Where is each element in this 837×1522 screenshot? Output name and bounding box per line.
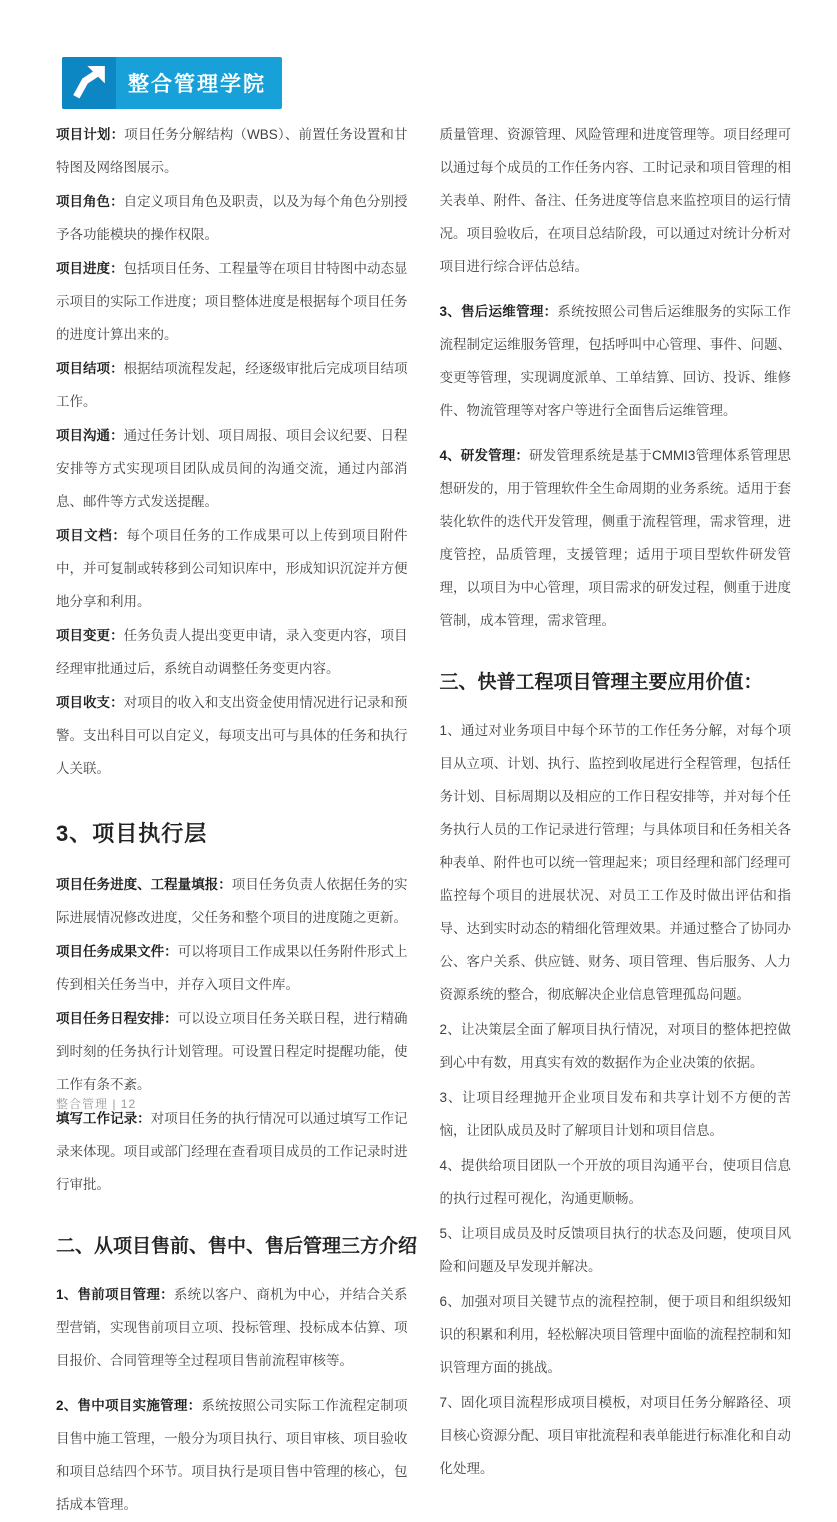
paragraph-text: 系统按照公司实际工作流程定制项目售中施工管理，一般分为项目执行、项目审核、项目验收和项目总结四个环节。项目执行是项目售中管理的核心，包括成本管理。 (56, 1398, 408, 1512)
paragraph-lead: 项目计划： (56, 127, 125, 142)
exec-paragraph (56, 935, 408, 1001)
left-column (56, 118, 418, 1522)
paragraph-text: 任务负责人提出变更申请，录入变更内容，项目经理审批通过后，系统自动调整任务变更内容。 (56, 628, 408, 676)
document-body (0, 118, 837, 1522)
paragraph-lead: 项目文档： (56, 528, 127, 543)
feature-paragraph (56, 686, 408, 785)
paragraph-text: 每个项目任务的工作成果可以上传到项目附件中，并可复制或转移到公司知识库中，形成知识沉淀并方便地分享和利用。 (56, 528, 408, 609)
feature-paragraph (56, 252, 408, 351)
value-item: 7、固化项目流程形成项目模板，对项目任务分解路径、项目核心资源分配、项目审批流程和表单能进行标准化和自动化处理。 (439, 1395, 791, 1476)
paragraph-lead: 项目变更： (56, 628, 124, 643)
paragraph-text: 研发管理系统是基于CMMI3管理体系管理思想研发的，用于管理软件全生命周期的业务系统。适用于套装化软件的迭代开发管理，侧重于流程管理，需求管理，进度管控，品质管理，支援管理；适用于项目型软件研发管理，以项目为中心管理，项目需求的研发过程，侧重于进度管制，成本管理，需求管理。 (439, 448, 792, 628)
value-item: 2、让决策层全面了解项目执行情况，对项目的整体把控做到心中有数，用真实有效的数据作为企业决策的依据。 (439, 1022, 791, 1070)
paragraph-lead: 3、售后运维管理： (439, 304, 558, 319)
paragraph-text: 根据结项流程发起，经逐级审批后完成项目结项工作。 (56, 361, 408, 409)
continuation-paragraph: 质量管理、资源管理、风险管理和进度管理等。项目经理可以通过每个成员的工作任务内容、工时记录和项目管理的相关表单、附件、备注、任务进度等信息来监控项目的运行情况。项目验收后，在项目总结阶段，可以通过对统计分析对项目进行综合评估总结。 (439, 127, 791, 274)
section-heading-three-party: 二、从项目售前、售中、售后管理三方介绍 (56, 1236, 418, 1257)
feature-paragraph (56, 419, 408, 518)
value-item: 4、提供给项目团队一个开放的项目沟通平台，使项目信息的执行过程可视化，沟通更顺畅。 (439, 1158, 791, 1206)
feature-paragraph (56, 352, 408, 418)
paragraph-text: 系统按照公司售后运维服务的实际工作流程制定运维服务管理，包括呼叫中心管理、事件、问题、变更等管理，实现调度派单、工单结算、回访、投诉、维修件、物流管理等对客户等进行全面售后运维管理。 (439, 304, 791, 418)
paragraph-text: 项目任务分解结构（WBS）、前置任务设置和甘特图及网络图展示。 (56, 127, 408, 175)
paragraph-lead: 1、售前项目管理： (56, 1287, 174, 1302)
paragraph-lead: 填写工作记录： (56, 1111, 151, 1126)
page-footer: 整合管理 | 12 (56, 1097, 137, 1111)
paragraph-text: 对项目任务的执行情况可以通过填写工作记录来体现。项目或部门经理在查看项目成员的工作记录时进行审批。 (56, 1111, 408, 1192)
section-heading-application-value: 三、快普工程项目管理主要应用价值： (439, 672, 763, 693)
paragraph-text: 项目任务负责人依据任务的实际进展情况修改进度，父任务和整个项目的进度随之更新。 (56, 877, 408, 925)
paragraph-text: 对项目的收入和支出资金使用情况进行记录和预警。支出科目可以自定义，每项支出可与具体的任务和执行人关联。 (56, 695, 408, 776)
paragraph-lead: 2、售中项目实施管理： (56, 1398, 202, 1413)
paragraph-lead: 项目收支： (56, 695, 124, 710)
arrow-up-right-icon (70, 62, 108, 105)
value-item: 3、让项目经理抛开企业项目发布和共享计划不方便的苦恼，让团队成员及时了解项目计划和项目信息。 (439, 1090, 791, 1138)
section-heading-execution-layer: 3、项目执行层 (56, 821, 208, 846)
exec-paragraph (56, 1102, 408, 1201)
paragraph-text: 自定义项目角色及职责，以及为每个角色分别授予各功能模块的操作权限。 (56, 194, 408, 242)
paragraph-lead: 项目任务进度、工程量填报： (56, 877, 232, 892)
exec-paragraph (56, 1002, 408, 1101)
value-list (440, 714, 792, 1485)
paragraph-lead: 项目任务日程安排： (56, 1011, 178, 1026)
feature-paragraph (56, 519, 408, 618)
brand-title: 整合管理学院 (128, 73, 266, 96)
paragraph-lead: 项目进度： (56, 261, 124, 276)
feature-paragraph (56, 118, 408, 184)
value-item: 6、加强对项目关键节点的流程控制，便于项目和组织级知识的积累和利用，轻松解决项目管理中面临的流程控制和知识管理方面的挑战。 (439, 1294, 791, 1375)
paragraph-lead: 项目任务成果文件： (56, 944, 178, 959)
exec-paragraph (56, 868, 408, 934)
paragraph-lead: 4、研发管理： (439, 448, 530, 463)
paragraph-lead: 项目沟通： (56, 428, 124, 443)
value-item: 1、通过对业务项目中每个环节的工作任务分解，对每个项目从立项、计划、执行、监控到收尾进行全程管理，包括任务计划、目标周期以及相应的工作日程安排等，并对每个任务执行人员的工作记录进行管理；与具体项目和任务相关各种表单、附件也可以统一管理起来；项目经理和部门经理可监控每个项目的进展状况、对员工工作及时做出评估和指导、达到实时动态的精细化管理效果。并通过整合了协同办公、客户关系、供应链、财务、项目管理、售后服务、人力资源系统的整合，彻底解决企业信息管理孤岛问题。 (439, 723, 791, 1002)
paragraph-text: 可以设立项目任务关联日程，进行精确到时刻的任务执行计划管理。可设置日程定时提醒功能，使工作有条不紊。 (56, 1011, 408, 1092)
sales-paragraph (56, 1278, 408, 1377)
brand-logo (62, 57, 116, 109)
paragraph-text: 系统以客户、商机为中心，并结合关系型营销，实现售前项目立项、投标管理、投标成本估算、项目报价、合同管理等全过程项目售前流程审核等。 (56, 1287, 408, 1368)
right-column (440, 118, 792, 1522)
value-item: 5、让项目成员及时反馈项目执行的状态及问题，使项目风险和问题及早发现并解决。 (439, 1226, 791, 1274)
paragraph-text: 通过任务计划、项目周报、项目会议纪要、日程安排等方式实现项目团队成员间的沟通交流，通过内部消息、邮件等方式发送提醒。 (56, 428, 408, 509)
feature-paragraph (56, 185, 408, 251)
paragraph-text: 可以将项目工作成果以任务附件形式上传到相关任务当中，并存入项目文件库。 (56, 944, 408, 992)
paragraph-text: 包括项目任务、工程量等在项目甘特图中动态显示项目的实际工作进度；项目整体进度是根据每个项目任务的进度计算出来的。 (56, 261, 408, 342)
rd-management-paragraph (440, 439, 792, 637)
paragraph-lead: 项目角色： (56, 194, 124, 209)
paragraph-lead: 项目结项： (56, 361, 124, 376)
after-sales-paragraph (440, 295, 792, 427)
sales-paragraph (56, 1389, 408, 1521)
brand-banner (62, 57, 282, 109)
feature-paragraph (56, 619, 408, 685)
